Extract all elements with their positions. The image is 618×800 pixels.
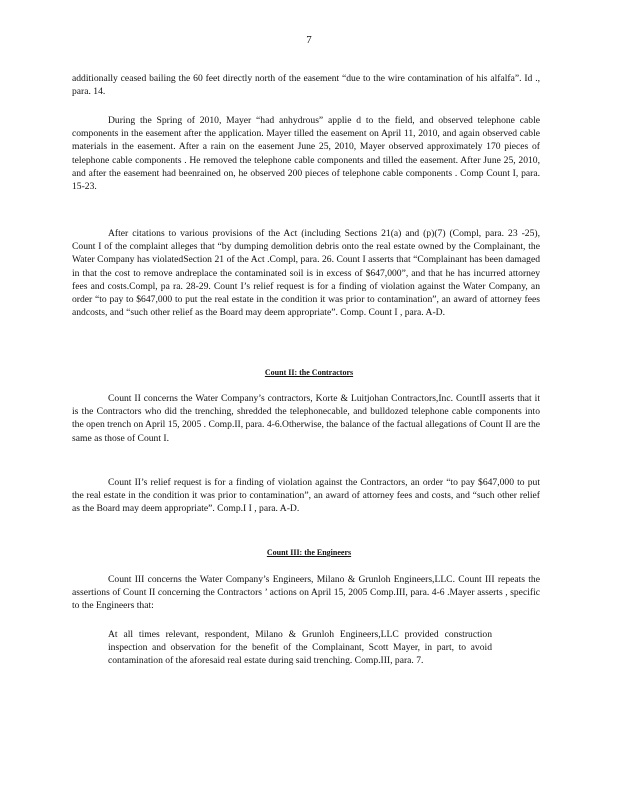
paragraph-count-two: Count II concerns the Water Company’s contractors, Korte & Luitjohan Contractors,Inc. CountII asserts that it is the Contractors who did the trenching, shredded the telephonecable, and bulldozed telephone cable components into the open trench on April 15, 2005 . Comp.II, para. 4-6.Otherwise, the balance of the factual allegations of Count II are the same as those of Count I. <box>72 393 540 444</box>
paragraph-count-three: Count III concerns the Water Company’s Engineers, Milano & Grunloh Engineers,LLC. Count III repeats the assertions of Count II concerning the Contractors ’ actions on April 15, 2005 Comp.III, para. 4-6 .Mayer asserts , specific to the Engineers that: <box>72 574 540 612</box>
heading-count-three <box>0 548 618 557</box>
paragraph-spring-2010: During the Spring of 2010, Mayer “had anhydrous” applie d to the field, and observed telephone cable components in the easement after the application. Mayer tilled the easement on April 11, 2010, and again observed cable materials in the easement. After a rain on the easement June 25, 2010, Mayer observed approximately 170 pieces of telephone cable components . He removed the telephone cable components and tilled the easement. After June 25, 2010, and after the easement had beenrained on, he observed 200 pieces of telephone cable components . Comp Count I, para. 15-23. <box>72 115 540 193</box>
heading-count-three-text: Count III: the Engineers <box>266 548 352 557</box>
paragraph-count-one: After citations to various provisions of the Act (including Sections 21(a) and (p)(7) (Compl, para. 23 -25), Count I of the complaint alleges that “by dumping demolition debris onto the real estate owned by the Complainant, the Water Company has violatedSection 21 of the Act .Compl, para. 26. Count I asserts that “Complainant has been damaged in that the cost to remove andreplace the contaminated soil is in excess of $647,000”, and that he has incurred attorney fees and costs.Compl, pa ra. 28-29. Count I’s relief request is for a finding of violation against the Water Company, an order “to pay to $647,000 to put the real estate in the condition it was prior to contamination”, an award of attorney fees andcosts, and “such other relief as the Board may deem appropriate”. Comp. Count I , para. A-D. <box>72 228 540 319</box>
page-number: 7 <box>306 34 312 46</box>
paragraph-count-two-relief: Count II’s relief request is for a finding of violation against the Contractors, an order “to pay $647,000 to put the real estate in the condition it was prior to contamination”, an award of attorney fees and costs, and “such other relief as the Board may deem appropriate”. Comp.I I , para. A-D. <box>72 477 540 515</box>
block-quote: At all times relevant, respondent, Milano & Grunloh Engineers,LLC provided construction inspection and observation for the benefit of the Complainant, Scott Mayer, in part, to avoid contamination of the aforesaid real estate during said trenching. Comp.III, para. 7. <box>108 629 492 667</box>
heading-count-two-text: Count II: the Contractors <box>264 368 354 377</box>
heading-count-two <box>0 368 618 377</box>
paragraph-intro: additionally ceased bailing the 60 feet directly north of the easement “due to the wire contamination of his alfalfa”. Id ., para. 14. <box>72 73 540 98</box>
